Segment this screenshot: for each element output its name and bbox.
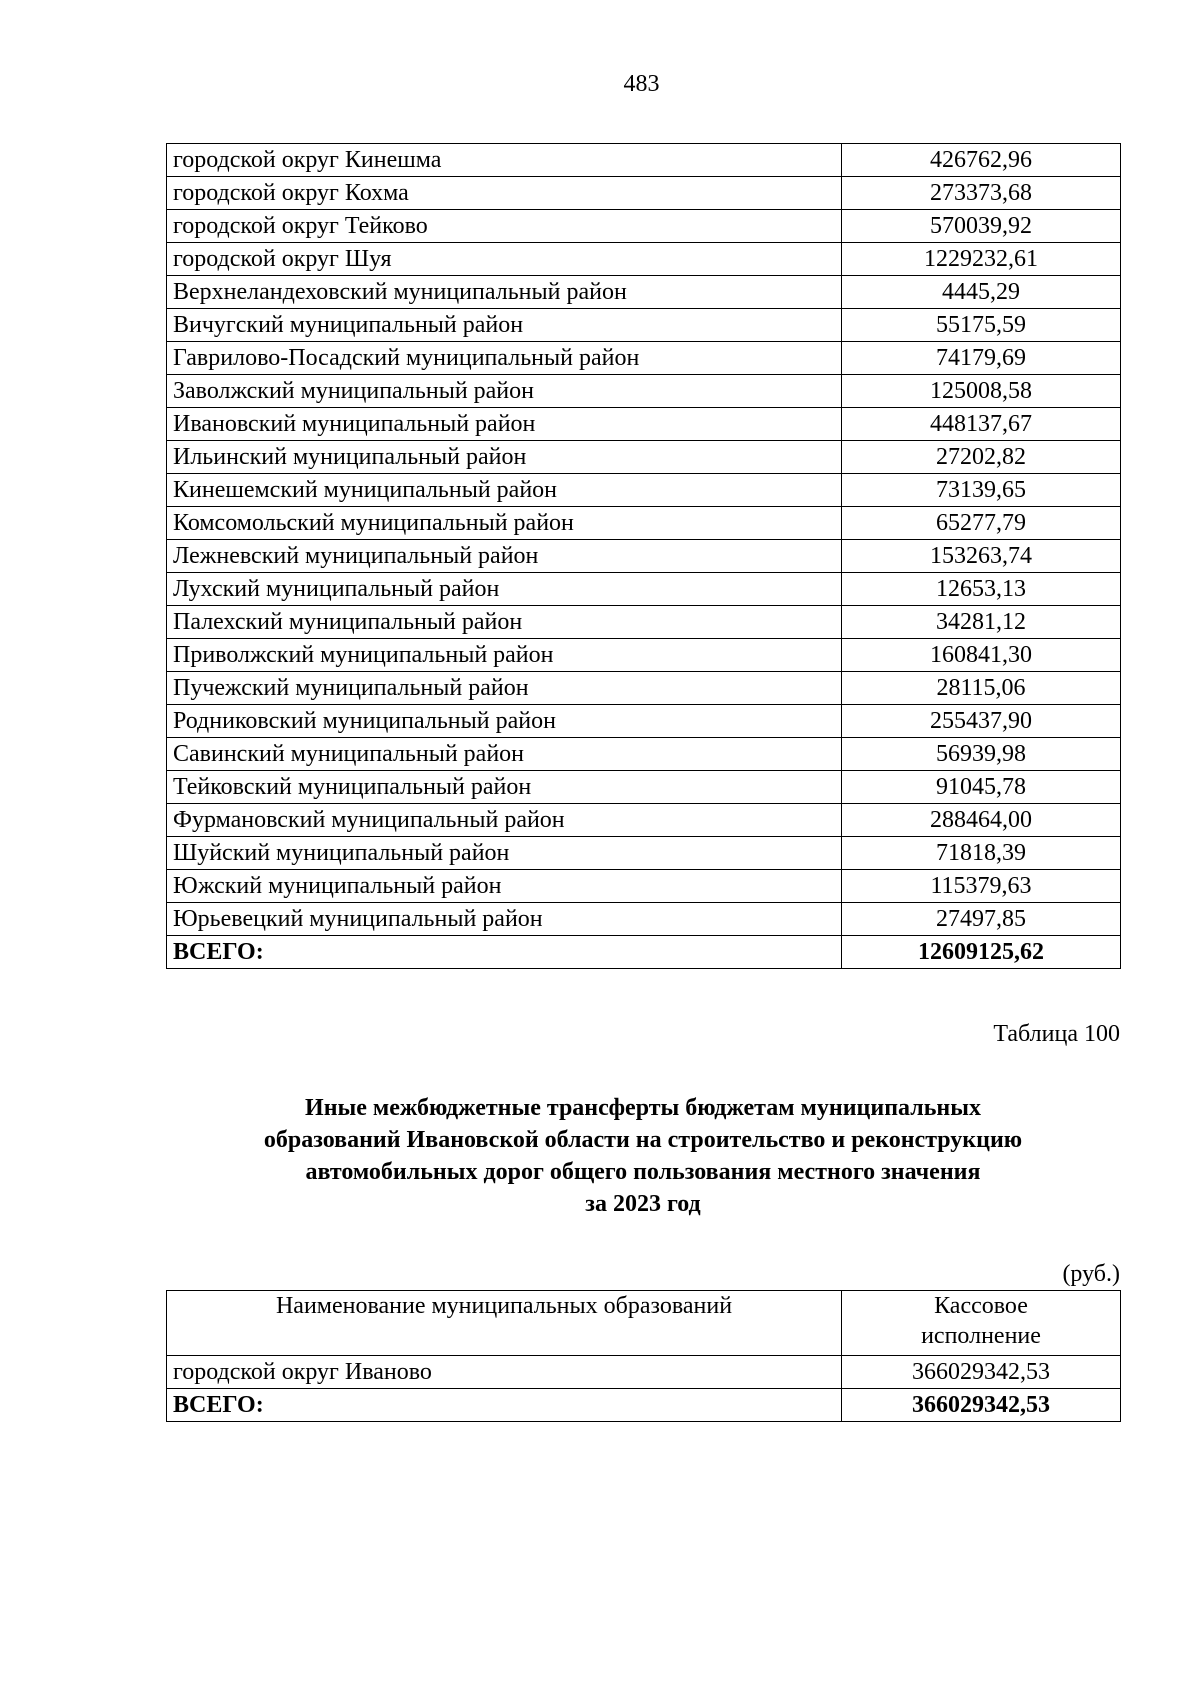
municipality-name: Тейковский муниципальный район bbox=[167, 771, 842, 804]
amount-value: 55175,59 bbox=[842, 309, 1121, 342]
column-header-value-line: исполнение bbox=[921, 1323, 1041, 1349]
table-row bbox=[167, 276, 1121, 309]
amount-value: 12653,13 bbox=[842, 573, 1121, 606]
table-row bbox=[167, 573, 1121, 606]
table-row bbox=[167, 540, 1121, 573]
transfers-table-continued bbox=[166, 143, 1121, 969]
amount-value: 74179,69 bbox=[842, 342, 1121, 375]
table-title-line: автомобильных дорог общего пользования местного значения bbox=[305, 1159, 981, 1185]
table-row bbox=[167, 441, 1121, 474]
table-row bbox=[167, 144, 1121, 177]
table-row bbox=[167, 837, 1121, 870]
municipality-name: Ивановский муниципальный район bbox=[167, 408, 842, 441]
amount-value: 56939,98 bbox=[842, 738, 1121, 771]
table-row bbox=[167, 639, 1121, 672]
table-row bbox=[167, 375, 1121, 408]
amount-value: 160841,30 bbox=[842, 639, 1121, 672]
municipality-name: городской округ Иваново bbox=[167, 1356, 842, 1389]
municipality-name: городской округ Кинешма bbox=[167, 144, 842, 177]
municipality-name: Ильинский муниципальный район bbox=[167, 441, 842, 474]
table-title-line: Иные межбюджетные трансферты бюджетам муниципальных bbox=[305, 1095, 981, 1121]
amount-value: 4445,29 bbox=[842, 276, 1121, 309]
table-row bbox=[167, 507, 1121, 540]
municipality-name: Лухский муниципальный район bbox=[167, 573, 842, 606]
municipality-name: Верхнеландеховский муниципальный район bbox=[167, 276, 842, 309]
table-row bbox=[167, 672, 1121, 705]
currency-unit: (руб.) bbox=[1062, 1261, 1120, 1287]
amount-value: 570039,92 bbox=[842, 210, 1121, 243]
table-row bbox=[167, 474, 1121, 507]
amount-value: 273373,68 bbox=[842, 177, 1121, 210]
table2-body bbox=[167, 1291, 1121, 1422]
municipality-name: городской округ Кохма bbox=[167, 177, 842, 210]
amount-value: 153263,74 bbox=[842, 540, 1121, 573]
municipality-name: Шуйский муниципальный район bbox=[167, 837, 842, 870]
amount-value: 366029342,53 bbox=[842, 1356, 1121, 1389]
amount-value: 448137,67 bbox=[842, 408, 1121, 441]
amount-value: 255437,90 bbox=[842, 705, 1121, 738]
column-header-value bbox=[842, 1291, 1121, 1356]
column-header-name: Наименование муниципальных образований bbox=[167, 1291, 842, 1356]
table-row bbox=[167, 870, 1121, 903]
amount-value: 27202,82 bbox=[842, 441, 1121, 474]
table-row bbox=[167, 705, 1121, 738]
road-transfers-table bbox=[166, 1290, 1121, 1422]
municipality-name: Фурмановский муниципальный район bbox=[167, 804, 842, 837]
amount-value: 115379,63 bbox=[842, 870, 1121, 903]
table-row bbox=[167, 210, 1121, 243]
municipality-name: Приволжский муниципальный район bbox=[167, 639, 842, 672]
municipality-name: Савинский муниципальный район bbox=[167, 738, 842, 771]
municipality-name: Комсомольский муниципальный район bbox=[167, 507, 842, 540]
amount-value: 1229232,61 bbox=[842, 243, 1121, 276]
table-row bbox=[167, 243, 1121, 276]
column-header-value-line: Кассовое bbox=[934, 1293, 1028, 1319]
municipality-name: Юрьевецкий муниципальный район bbox=[167, 903, 842, 936]
municipality-name: Южский муниципальный район bbox=[167, 870, 842, 903]
amount-value: 28115,06 bbox=[842, 672, 1121, 705]
municipality-name: городской округ Тейково bbox=[167, 210, 842, 243]
total-value: 366029342,53 bbox=[842, 1389, 1121, 1422]
amount-value: 27497,85 bbox=[842, 903, 1121, 936]
table-row bbox=[167, 342, 1121, 375]
amount-value: 125008,58 bbox=[842, 375, 1121, 408]
amount-value: 288464,00 bbox=[842, 804, 1121, 837]
table-total-row bbox=[167, 1389, 1121, 1422]
amount-value: 426762,96 bbox=[842, 144, 1121, 177]
amount-value: 91045,78 bbox=[842, 771, 1121, 804]
amount-value: 73139,65 bbox=[842, 474, 1121, 507]
municipality-name: Кинешемский муниципальный район bbox=[167, 474, 842, 507]
table-caption: Таблица 100 bbox=[993, 1021, 1120, 1047]
table-row bbox=[167, 804, 1121, 837]
municipality-name: Родниковский муниципальный район bbox=[167, 705, 842, 738]
table-title-line: за 2023 год bbox=[585, 1191, 701, 1217]
table-row bbox=[167, 606, 1121, 639]
municipality-name: Гаврилово-Посадский муниципальный район bbox=[167, 342, 842, 375]
table-title bbox=[166, 1092, 1120, 1220]
amount-value: 34281,12 bbox=[842, 606, 1121, 639]
table-row bbox=[167, 738, 1121, 771]
table-row bbox=[167, 177, 1121, 210]
municipality-name: городской округ Шуя bbox=[167, 243, 842, 276]
table-row bbox=[167, 903, 1121, 936]
table-row bbox=[167, 408, 1121, 441]
municipality-name: Палехский муниципальный район bbox=[167, 606, 842, 639]
table-row bbox=[167, 771, 1121, 804]
table1-body bbox=[167, 144, 1121, 969]
page-number: 483 bbox=[623, 71, 660, 97]
municipality-name: Вичугский муниципальный район bbox=[167, 309, 842, 342]
municipality-name: Лежневский муниципальный район bbox=[167, 540, 842, 573]
table-total-row bbox=[167, 936, 1121, 969]
total-value: 12609125,62 bbox=[842, 936, 1121, 969]
municipality-name: Пучежский муниципальный район bbox=[167, 672, 842, 705]
total-label: ВСЕГО: bbox=[167, 1389, 842, 1422]
table-header-row bbox=[167, 1291, 1121, 1356]
municipality-name: Заволжский муниципальный район bbox=[167, 375, 842, 408]
table-row bbox=[167, 1356, 1121, 1389]
table-row bbox=[167, 309, 1121, 342]
table-title-line: образований Ивановской области на строительство и реконструкцию bbox=[263, 1127, 1023, 1153]
amount-value: 71818,39 bbox=[842, 837, 1121, 870]
amount-value: 65277,79 bbox=[842, 507, 1121, 540]
total-label: ВСЕГО: bbox=[167, 936, 842, 969]
